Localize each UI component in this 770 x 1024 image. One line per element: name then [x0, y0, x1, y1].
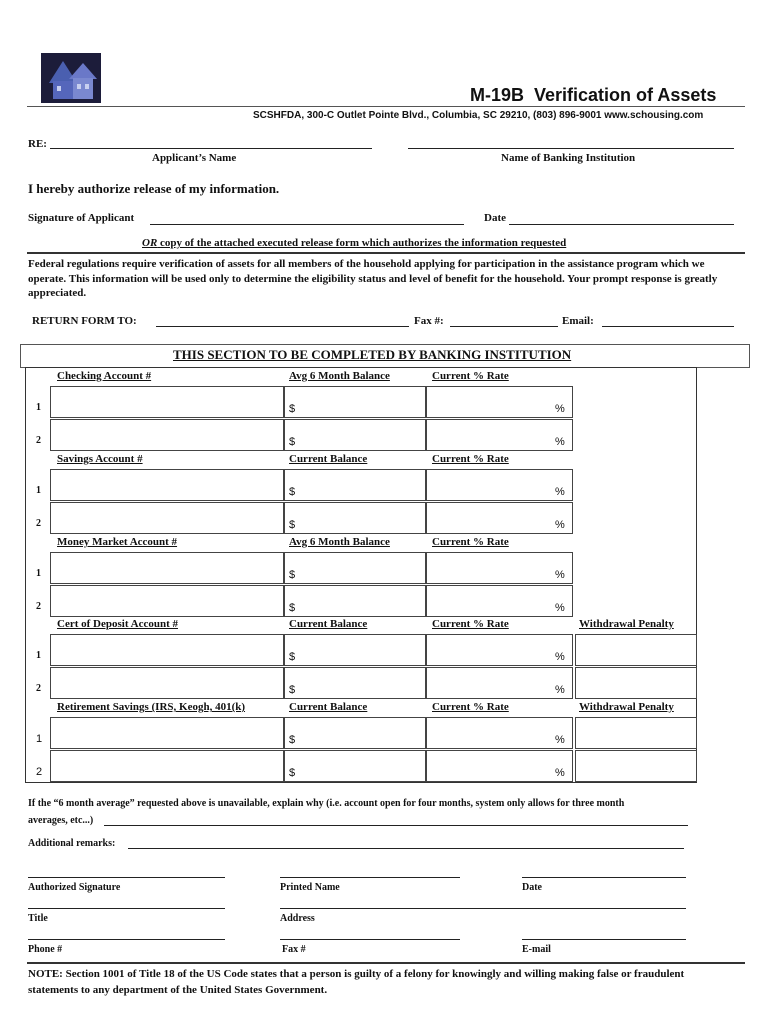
account-number-field[interactable] — [50, 552, 284, 584]
rate-field[interactable] — [426, 717, 573, 749]
dollar-sign: $ — [289, 651, 296, 663]
authorize-statement: I hereby authorize release of my information. — [28, 181, 280, 196]
account-column-header: Money Market Account # — [57, 536, 178, 548]
account-number-field[interactable] — [50, 750, 284, 782]
authorized-signature-label: Authorized Signature — [28, 882, 121, 893]
fax-field-label: Fax # — [282, 944, 306, 955]
signature-applicant-label: Signature of Applicant — [28, 212, 135, 224]
address-field-label: Address — [280, 913, 315, 924]
return-form-label: RETURN FORM TO: — [32, 315, 137, 327]
penalty-column-header: Withdrawal Penalty — [579, 618, 674, 630]
account-number-field[interactable] — [50, 717, 284, 749]
printed-name-label: Printed Name — [280, 882, 340, 893]
balance-field[interactable] — [284, 502, 426, 534]
balance-field[interactable] — [284, 585, 426, 617]
phone-field-line[interactable] — [28, 939, 225, 940]
dollar-sign: $ — [289, 602, 296, 614]
balance-column-header: Current Balance — [289, 701, 368, 713]
percent-sign: % — [555, 519, 565, 531]
penalty-field[interactable] — [575, 750, 697, 782]
authorized-signature-line[interactable] — [28, 877, 225, 878]
percent-sign: % — [555, 569, 565, 581]
email-label: Email: — [562, 315, 594, 327]
title-field-line[interactable] — [28, 908, 225, 909]
account-column-header: Savings Account # — [57, 453, 143, 465]
printed-name-line[interactable] — [280, 877, 460, 878]
rate-field[interactable] — [426, 502, 573, 534]
penalty-field[interactable] — [575, 667, 697, 699]
additional-remarks-label: Additional remarks: — [28, 838, 116, 849]
balance-field[interactable] — [284, 634, 426, 666]
rate-field[interactable] — [426, 419, 573, 451]
email-field-line[interactable] — [522, 939, 686, 940]
balance-field[interactable] — [284, 750, 426, 782]
rate-field[interactable] — [426, 634, 573, 666]
percent-sign: % — [555, 767, 565, 779]
fax-line[interactable] — [450, 326, 558, 327]
six-month-note-cont: averages, etc...) — [28, 815, 94, 826]
account-number-field[interactable] — [50, 419, 284, 451]
note-rule — [27, 962, 745, 964]
six-month-explain-line[interactable] — [104, 825, 688, 826]
account-number-field[interactable] — [50, 386, 284, 418]
date-line[interactable] — [509, 224, 734, 225]
rate-column-header: Current % Rate — [432, 536, 509, 548]
regulations-rule — [27, 252, 745, 254]
percent-sign: % — [555, 734, 565, 746]
dollar-sign: $ — [289, 486, 296, 498]
account-number-field[interactable] — [50, 585, 284, 617]
date-label: Date — [484, 212, 506, 224]
bank-name-caption: Name of Banking Institution — [501, 152, 636, 164]
percent-sign: % — [555, 651, 565, 663]
balance-column-header: Avg 6 Month Balance — [289, 370, 390, 382]
return-form-line[interactable] — [156, 326, 409, 327]
rate-field[interactable] — [426, 750, 573, 782]
balance-column-header: Current Balance — [289, 618, 368, 630]
agency-logo — [41, 53, 101, 103]
row-number: 2 — [36, 518, 41, 529]
dollar-sign: $ — [289, 684, 296, 696]
account-column-header: Cert of Deposit Account # — [57, 618, 178, 630]
email-field-label: E-mail — [522, 944, 551, 955]
signer-date-line[interactable] — [522, 877, 686, 878]
agency-address: SCSHFDA, 300-C Outlet Pointe Blvd., Columbia, SC 29210, (803) 896-9001 www.schousing.com — [253, 110, 704, 121]
rate-column-header: Current % Rate — [432, 370, 509, 382]
balance-column-header: Current Balance — [289, 453, 368, 465]
account-number-field[interactable] — [50, 634, 284, 666]
legal-note: NOTE: Section 1001 of Title 18 of the US Code states that a person is guilty of a felony for knowingly and willing making false or fraudulent statements to any department of the United States Government. — [28, 968, 685, 996]
balance-field[interactable] — [284, 552, 426, 584]
percent-sign: % — [555, 403, 565, 415]
balance-field[interactable] — [284, 419, 426, 451]
percent-sign: % — [555, 486, 565, 498]
re-label: RE: — [28, 138, 47, 150]
account-number-field[interactable] — [50, 469, 284, 501]
dollar-sign: $ — [289, 734, 296, 746]
rate-field[interactable] — [426, 469, 573, 501]
rate-field[interactable] — [426, 386, 573, 418]
balance-field[interactable] — [284, 667, 426, 699]
fax-field-line[interactable] — [280, 939, 460, 940]
penalty-field[interactable] — [575, 634, 697, 666]
form-title: M-19B Verification of Assets — [470, 85, 717, 105]
row-number: 2 — [36, 683, 41, 694]
address-field-line[interactable] — [280, 908, 686, 909]
row-number: 1 — [36, 402, 41, 413]
dollar-sign: $ — [289, 569, 296, 581]
row-number: 1 — [36, 650, 41, 661]
phone-field-label: Phone # — [28, 944, 63, 955]
section-title: THIS SECTION TO BE COMPLETED BY BANKING INSTITUTION — [173, 347, 572, 362]
regulations-text: Federal regulations require verification of assets for all members of the household applying for participation in the assistance program which we operate. This information will be used only to determine the eligibility status and level of benefit for the household. Your prompt response is greatly appreciated. — [28, 258, 718, 299]
title-field-label: Title — [28, 913, 48, 924]
account-number-field[interactable] — [50, 502, 284, 534]
account-number-field[interactable] — [50, 667, 284, 699]
rate-field[interactable] — [426, 667, 573, 699]
additional-remarks-line[interactable] — [128, 848, 684, 849]
row-number: 2 — [36, 435, 41, 446]
title-rule — [27, 106, 745, 107]
balance-field[interactable] — [284, 469, 426, 501]
dollar-sign: $ — [289, 519, 296, 531]
fax-label: Fax #: — [414, 315, 444, 327]
balance-column-header: Avg 6 Month Balance — [289, 536, 390, 548]
rate-field[interactable] — [426, 552, 573, 584]
row-number: 2 — [36, 601, 41, 612]
signature-applicant-line[interactable] — [150, 224, 464, 225]
account-column-header: Retirement Savings (IRS, Keogh, 401(k) — [57, 701, 246, 713]
row-number: 2 — [36, 766, 43, 778]
rate-column-header: Current % Rate — [432, 618, 509, 630]
row-number: 1 — [36, 485, 41, 496]
percent-sign: % — [555, 436, 565, 448]
applicant-name-caption: Applicant’s Name — [152, 152, 237, 164]
balance-field[interactable] — [284, 386, 426, 418]
row-number: 1 — [36, 733, 43, 745]
applicant-name-line[interactable] — [50, 148, 372, 149]
rate-column-header: Current % Rate — [432, 701, 509, 713]
dollar-sign: $ — [289, 767, 296, 779]
balance-field[interactable] — [284, 717, 426, 749]
row-number: 1 — [36, 568, 41, 579]
signer-date-label: Date — [522, 882, 542, 893]
rate-column-header: Current % Rate — [432, 453, 509, 465]
dollar-sign: $ — [289, 436, 296, 448]
account-column-header: Checking Account # — [57, 370, 152, 382]
percent-sign: % — [555, 602, 565, 614]
or-release-note: OR copy of the attached executed release form which authorizes the information requested — [142, 237, 567, 249]
email-line[interactable] — [602, 326, 734, 327]
penalty-column-header: Withdrawal Penalty — [579, 701, 674, 713]
percent-sign: % — [555, 684, 565, 696]
dollar-sign: $ — [289, 403, 296, 415]
penalty-field[interactable] — [575, 717, 697, 749]
bank-name-line[interactable] — [408, 148, 734, 149]
rate-field[interactable] — [426, 585, 573, 617]
six-month-note: If the “6 month average” requested above is unavailable, explain why (i.e. account open for four months, system only allows for three month — [28, 798, 625, 809]
